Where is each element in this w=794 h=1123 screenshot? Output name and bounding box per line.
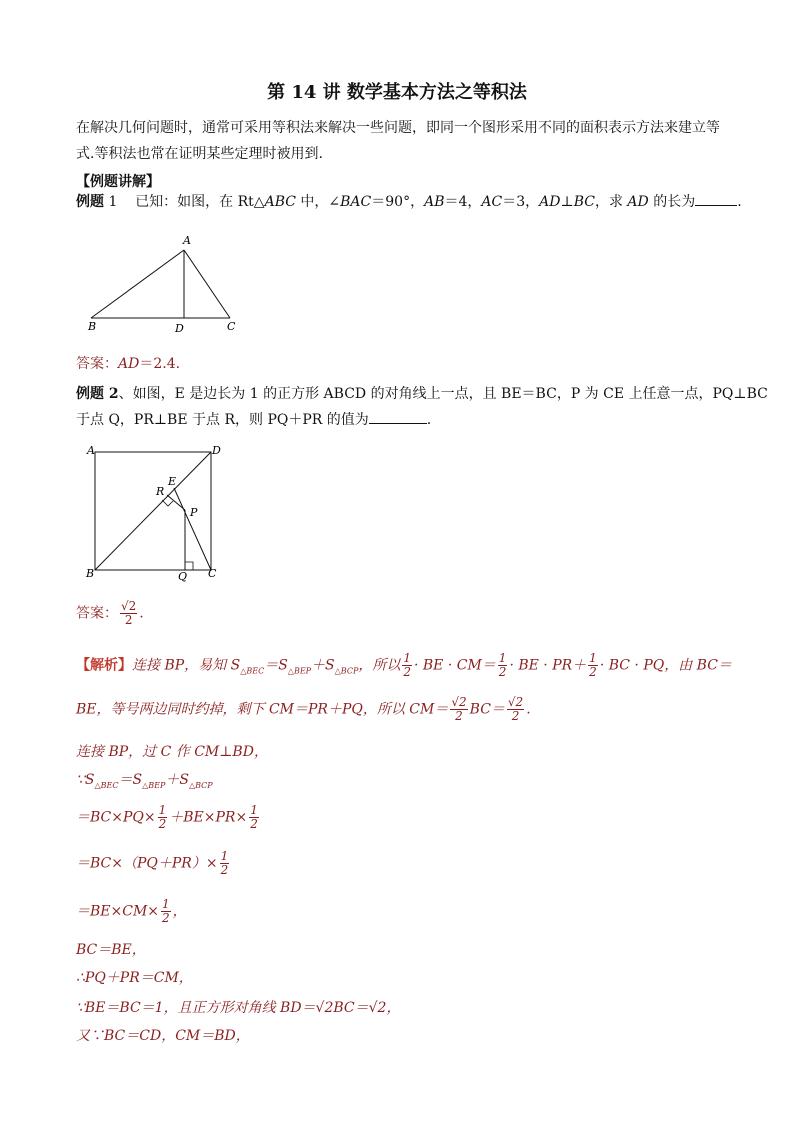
section-heading: 【例题讲解】: [76, 174, 160, 190]
answer-blank: [695, 193, 737, 206]
point-label-p: P: [190, 506, 198, 519]
vertex-label-c: C: [227, 320, 236, 333]
answer-blank: [369, 411, 427, 424]
solution-line-2: $\because S_{\triangle BEC}=S_{\triangle BEP}+S_{\triangle BCP}$: [76, 772, 213, 790]
solution-line-1: 连接 BP，过 C 作 CM⊥BD，: [76, 744, 268, 760]
point-label-r: R: [156, 485, 165, 498]
intro-line-1: 在解决几何问题时，通常可采用等积法来解决一些问题，即同一个图形采用不同的面积表示方法来建立等: [76, 120, 720, 136]
solution-line-5: ＝BE×CM× $\frac{1}{2}$ ，: [76, 897, 187, 925]
solution-line-8: ∵BE＝BC＝1，且正方形对角线 BD＝√2BC＝√2，: [76, 1000, 401, 1016]
page-title: 第 14 讲 数学基本方法之等积法: [267, 82, 527, 103]
analysis-line-2: BE，等号两边同时约掉，剩下 CM＝PR＋PQ，所以 CM＝ $\frac{√2}{2}$ BC＝ $\frac{√2}{2}$ .: [76, 695, 531, 723]
example-2-label: 例题 2: [76, 386, 119, 402]
example-1-question: 例题 1 已知：如图，在 Rt△ABC 中，∠BAC＝90°，AB＝4，AC＝3，AD⊥BC，求 AD 的长为 .: [76, 194, 742, 210]
solution-line-9: 又∵BC＝CD，CM＝BD，: [76, 1028, 250, 1044]
vertex-label-b: B: [88, 320, 97, 333]
example-1-label: 例题: [76, 194, 104, 210]
point-label-q: Q: [178, 570, 188, 583]
example-1-figure: [80, 228, 250, 340]
example-2-question-line-2: 于点 Q，PR⊥BE 于点 R，则 PQ＋PR 的值为 .: [76, 412, 432, 428]
example-2-figure: [82, 440, 232, 585]
intro-line-2: 式.等积法也常在证明某些定理时被用到.: [76, 146, 323, 162]
example-2-question-line-1: 例题 2、如图，E 是边长为 1 的正方形 ABCD 的对角线上一点，且 BE＝BC，P 为 CE 上任意一点，PQ⊥BC: [76, 386, 768, 402]
vertex-label-b: B: [86, 567, 95, 580]
solution-line-6: BC＝BE，: [76, 942, 146, 958]
vertex-label-d: D: [175, 322, 184, 335]
vertex-label-d: D: [212, 444, 221, 457]
solution-line-3: ＝BC×PQ× $\frac{1}{2}$ ＋BE×PR× $\frac{1}{2}$: [76, 803, 258, 831]
solution-line-7: ∴PQ＋PR＝CM，: [76, 970, 193, 986]
analysis-tag: 【解析】: [76, 657, 132, 674]
vertex-label-a: A: [87, 444, 95, 457]
analysis-line-1: 【解析】连接 BP，易知 $S_{\triangle BEC}=S_{\triangle BEP}+S_{\triangle BCP}$，所以 $\frac{1}{2}$ · BE · CM＝ $\frac{1}{2}$ · BE · PR＋ $\frac{1}{2}$ · BC · PQ，由 BC＝: [76, 651, 732, 679]
example-1-answer: 答案：AD＝2.4.: [76, 356, 181, 372]
vertex-label-c: C: [208, 567, 217, 580]
solution-line-4: ＝BC×（PQ＋PR）× $\frac{1}{2}$: [76, 849, 229, 877]
point-label-e: E: [168, 475, 177, 488]
vertex-label-a: A: [183, 234, 191, 247]
example-2-answer: 答案： $\frac{√2}{2}$ .: [76, 599, 144, 627]
